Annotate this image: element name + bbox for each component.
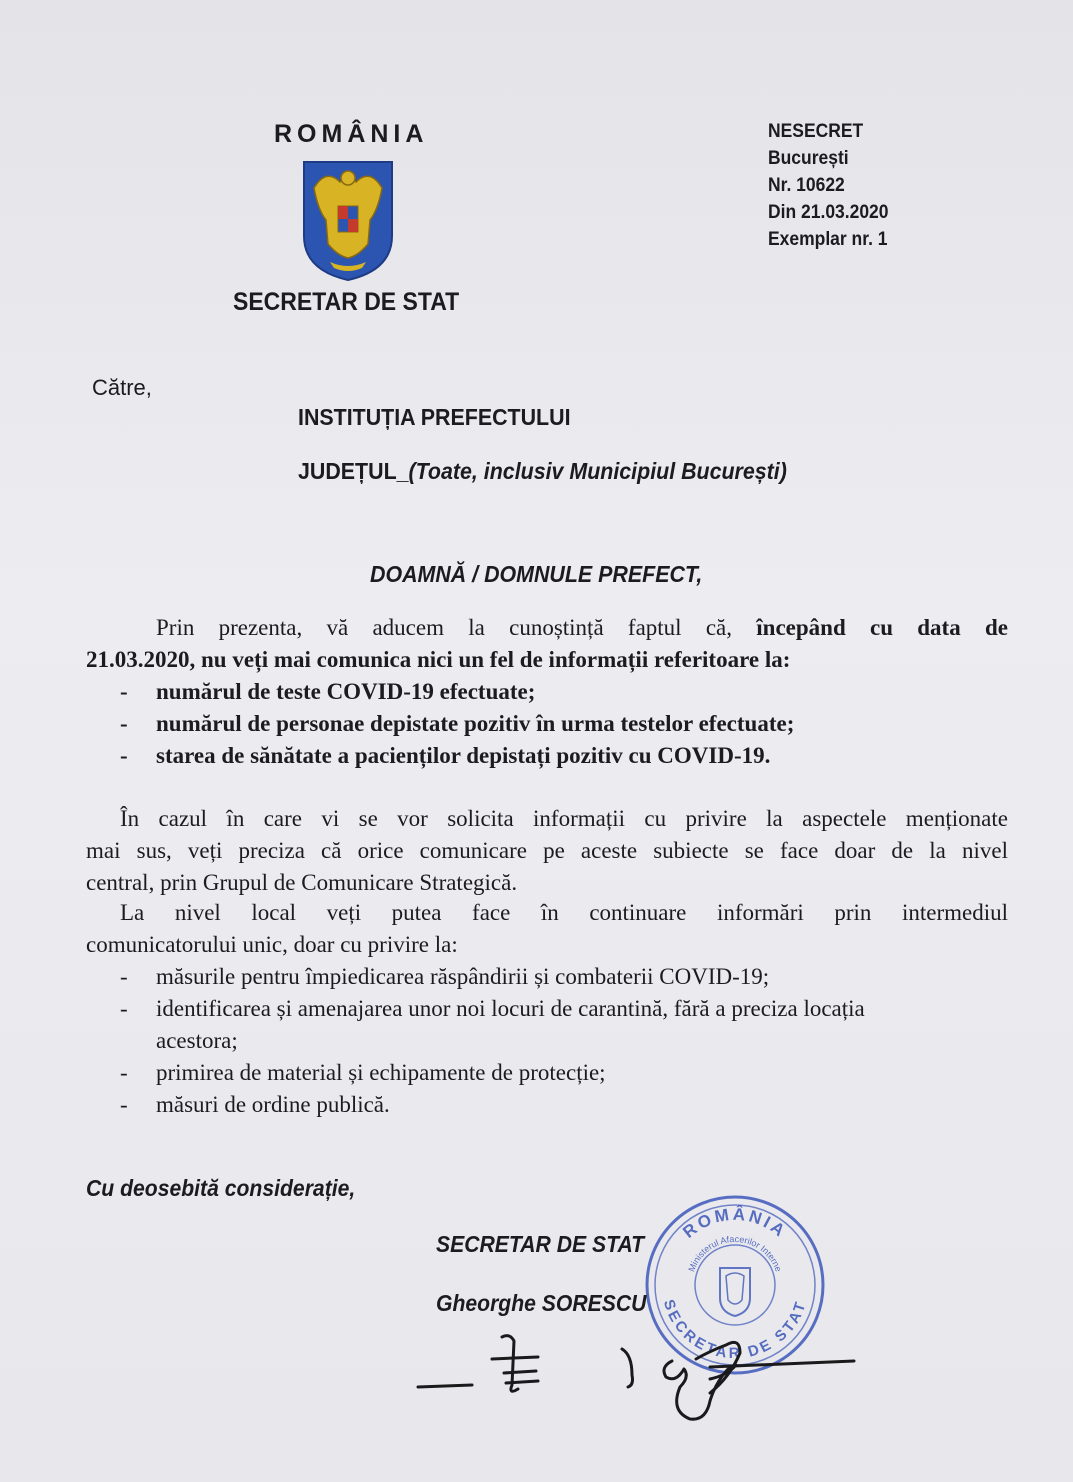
recipient-prefix: Către,	[92, 375, 152, 400]
list-item: - numărul de teste COVID-19 efectuate;	[120, 679, 536, 704]
list-item: - starea de sănătate a pacienților depistați pozitiv cu COVID-19.	[120, 743, 771, 768]
paragraph-intro: Prin prezenta, vă aducem la cunoștință faptul că,	[156, 615, 732, 640]
list-item-text: primirea de material și echipamente de protecție;	[156, 1060, 606, 1085]
paragraph-emphasis: începând cu data de	[756, 615, 1008, 640]
list-item-text: măsurile pentru împiedicarea răspândirii și combaterii COVID-19;	[156, 964, 770, 989]
list-item-continuation	[86, 1025, 1008, 1057]
city-label: București	[768, 148, 849, 169]
document-meta	[768, 118, 889, 253]
list-item-text: numărul de teste COVID-19 efectuate;	[156, 679, 536, 704]
document-date: Din 21.03.2020	[768, 202, 889, 223]
list-item-text: acestora;	[156, 1028, 238, 1053]
list-item-text: numărul de personae depistate pozitiv în urma testelor efectuate;	[156, 711, 795, 736]
paragraph-text: În cazul în care vi se vor solicita informații cu privire la aspectele menționate	[120, 806, 1008, 831]
coat-of-arms-icon	[300, 158, 396, 284]
copy-number: Exemplar nr. 1	[768, 229, 888, 250]
list-item-text: identificarea și amenajarea unor noi locuri de carantină, fără a preciza locația	[156, 996, 865, 1021]
list-item: - măsurile pentru împiedicarea răspândirii și combaterii COVID-19;	[120, 964, 770, 989]
paragraph-1	[86, 612, 1008, 772]
office-heading: SECRETAR DE STAT	[233, 288, 460, 316]
list-item: - măsuri de ordine publică.	[120, 1092, 390, 1117]
paragraph-text: La nivel local veți putea face în continuare informări prin intermediul	[120, 900, 1008, 925]
list-item: - numărul de personae depistate pozitiv în urma testelor efectuate;	[120, 711, 795, 736]
paragraph-line	[86, 612, 1008, 644]
paragraph-3	[86, 897, 1008, 1121]
closing-formula: Cu deosebită considerație,	[86, 1175, 356, 1201]
paragraph-line: comunicatorului unic, doar cu privire la:	[86, 932, 458, 957]
list-item-text: starea de sănătate a pacienților depistați pozitiv cu COVID-19.	[156, 743, 771, 768]
recipient-county	[298, 458, 787, 485]
list-item: - identificarea și amenajarea unor noi locuri de carantină, fără a preciza locația	[120, 996, 865, 1021]
signatory-title: SECRETAR DE STAT	[436, 1231, 645, 1257]
country-heading: ROMÂNIA	[274, 120, 429, 148]
list-item: - primirea de material și echipamente de protecție;	[120, 1060, 606, 1085]
salutation: DOAMNĂ / DOMNULE PREFECT,	[370, 561, 703, 587]
stamp-inner-text: Ministerul Afacerilor Interne	[686, 1233, 784, 1274]
document-number: Nr. 10622	[768, 175, 845, 196]
paragraph-line: central, prin Grupul de Comunicare Strategică.	[86, 870, 518, 895]
county-label: JUDEȚUL_	[298, 458, 409, 484]
paragraph-line	[86, 897, 1008, 929]
paragraph-line	[86, 803, 1008, 835]
county-value: (Toate, inclusiv Municipiul București)	[408, 458, 787, 484]
paragraph-line: 21.03.2020, nu veți mai comunica nici un fel de informații referitoare la:	[86, 647, 791, 672]
stamp-bottom-text: SECRETAR DE STAT	[659, 1297, 811, 1363]
list-item-text: măsuri de ordine publică.	[156, 1092, 390, 1117]
handwritten-signature-icon	[410, 1315, 870, 1435]
paragraph-2	[86, 803, 1008, 899]
stamp-outer-text: ROMÂNIA	[679, 1204, 791, 1242]
paragraph-line: mai sus, veți preciza că orice comunicare pe aceste subiecte se face doar de la nivel	[86, 838, 1008, 863]
classification-label: NESECRET	[768, 121, 864, 142]
signatory-name: Gheorghe SORESCU	[436, 1290, 647, 1316]
recipient-institution: INSTITUȚIA PREFECTULUI	[298, 404, 571, 430]
